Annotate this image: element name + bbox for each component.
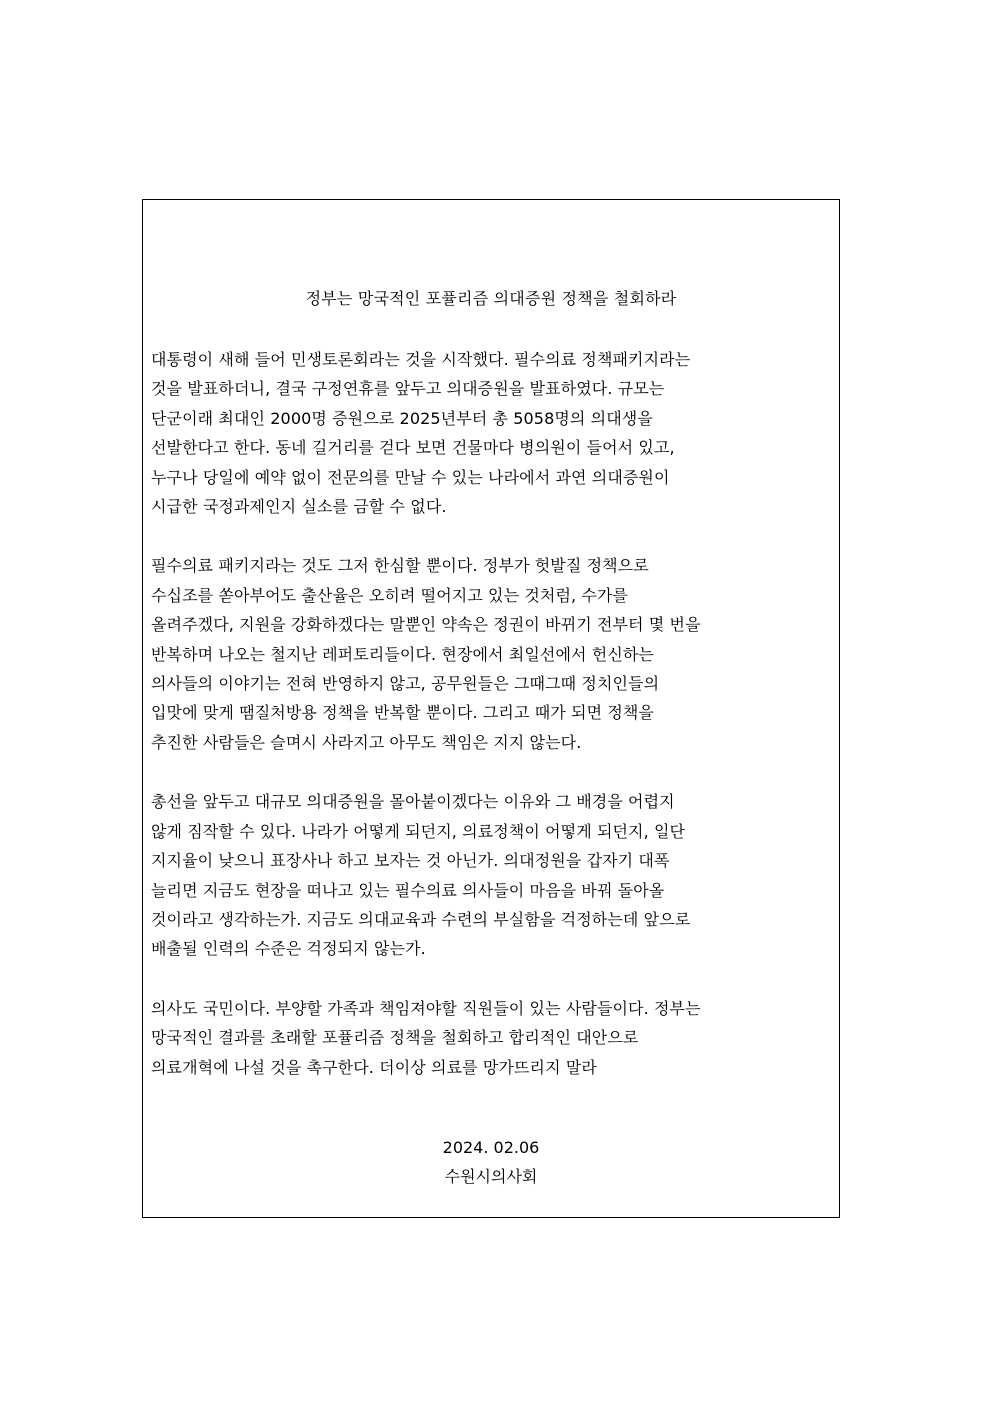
paragraph-line: 늘리면 지금도 현장을 떠나고 있는 필수의료 의사들이 마음을 바꿔 돌아올 <box>151 880 665 900</box>
paragraph-line: 지지율이 낮으니 표장사나 하고 보자는 것 아닌가. 의대정원을 갑자기 대폭 <box>151 851 670 871</box>
paragraph-line: 반복하며 나오는 철지난 레퍼토리들이다. 현장에서 최일선에서 헌신하는 <box>151 644 654 664</box>
issuing-organization: 수원시의사회 <box>444 1167 538 1186</box>
paragraph-line: 의료개혁에 나설 것을 촉구한다. 더이상 의료를 망가뜨리지 말라 <box>151 1057 597 1077</box>
paragraph-1 <box>151 345 831 521</box>
paragraph-line: 것이라고 생각하는가. 지금도 의대교육과 수련의 부실함을 걱정하는데 앞으로 <box>151 909 691 929</box>
document-title: 정부는 망국적인 포퓰리즘 의대증원 정책을 철회하라 <box>305 289 677 308</box>
statement-frame <box>142 199 840 1218</box>
paragraph-line: 망국적인 결과를 초래할 포퓰리즘 정책을 철회하고 합리적인 대안으로 <box>151 1028 639 1048</box>
paragraph-line: 입맛에 맞게 땜질처방용 정책을 반복할 뿐이다. 그리고 때가 되면 정책을 <box>151 703 654 723</box>
paragraph-line: 올려주겠다, 지원을 강화하겠다는 말뿐인 약속은 정권이 바뀌기 전부터 몇 번을 <box>151 615 701 635</box>
paragraph-line: 누구나 당일에 예약 없이 전문의를 만날 수 있는 나라에서 과연 의대증원이 <box>151 467 670 487</box>
paragraph-line: 의사도 국민이다. 부양할 가족과 책임져야할 직원들이 있는 사람들이다. 정부는 <box>151 998 701 1018</box>
paragraph-3 <box>151 787 831 963</box>
paragraph-line: 것을 발표하더니, 결국 구정연휴를 앞두고 의대증원을 발표하였다. 규모는 <box>151 379 665 399</box>
paragraph-line: 의사들의 이야기는 전혀 반영하지 않고, 공무원들은 그때그때 정치인들의 <box>151 674 660 694</box>
paragraph-line: 대통령이 새해 들어 민생토론회라는 것을 시작했다. 필수의료 정책패키지라는 <box>151 350 691 369</box>
paragraph-line: 총선을 앞두고 대규모 의대증원을 몰아붙이겠다는 이유와 그 배경을 어렵지 <box>151 792 675 812</box>
paragraph-line: 수십조를 쏟아부어도 출산율은 오히려 떨어지고 있는 것처럼, 수가를 <box>151 585 629 605</box>
paragraph-2 <box>151 551 831 757</box>
paragraph-line: 선발한다고 한다. 동네 길거리를 걷다 보면 건물마다 병의원이 들어서 있고, <box>151 438 675 458</box>
paragraph-line: 않게 짐작할 수 있다. 나라가 어떻게 되던지, 의료정책이 어떻게 되던지, 일단 <box>151 821 686 841</box>
paragraph-4 <box>151 994 831 1082</box>
paragraph-line: 시급한 국정과제인지 실소를 금할 수 없다. <box>151 497 447 517</box>
document-body <box>151 345 831 1082</box>
paragraph-line: 추진한 사람들은 슬며시 사라지고 아무도 책임은 지지 않는다. <box>151 732 582 752</box>
paragraph-line: 단군이래 최대인 2000명 증원으로 2025년부터 총 5058명의 의대생을 <box>151 408 653 428</box>
document-date: 2024. 02.06 <box>442 1138 540 1157</box>
paragraph-line: 필수의료 패키지라는 것도 그저 한심할 뿐이다. 정부가 헛발질 정책으로 <box>151 556 649 576</box>
paragraph-line: 배출될 인력의 수준은 걱정되지 않는가. <box>151 939 426 959</box>
